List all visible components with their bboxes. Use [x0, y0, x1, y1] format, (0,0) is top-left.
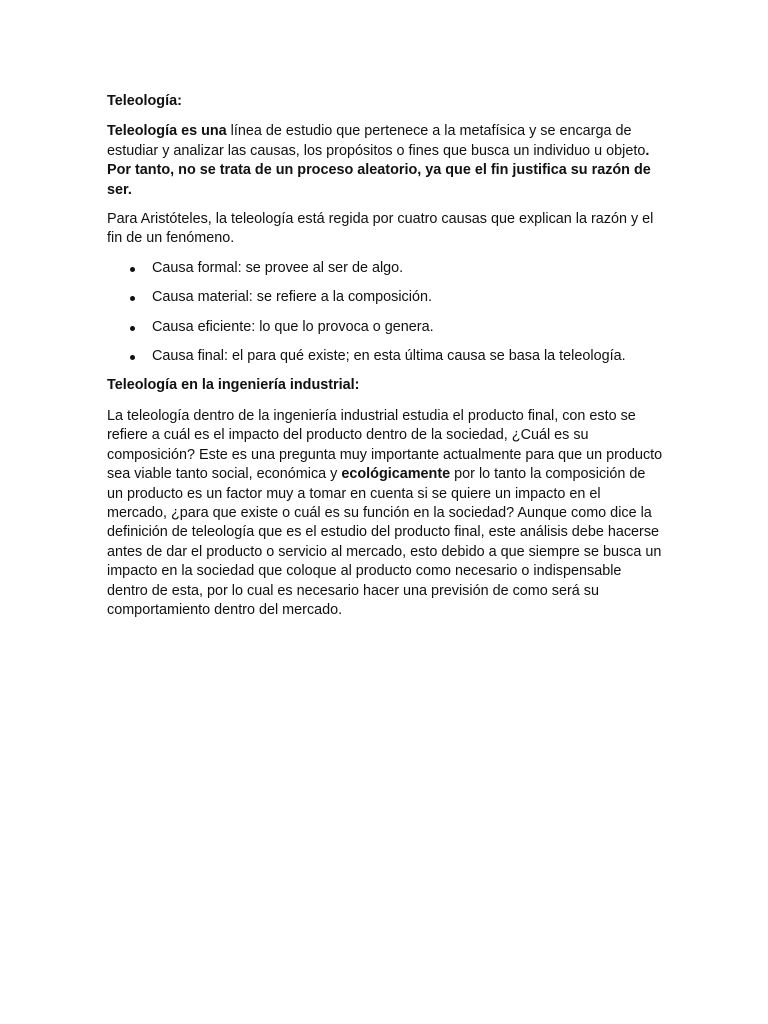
- list-item: [107, 318, 663, 337]
- list-item: [107, 347, 663, 366]
- definition-text: línea de estudio que pertenece a la metafísica y se encarga de estudiar y analizar las causas, los propósitos o fines que busca un individuo u objeto: [107, 123, 646, 159]
- definition-bold-start: Teleología es una: [107, 123, 227, 140]
- bullet-icon: [130, 355, 135, 360]
- section-heading-industrial: Teleología en la ingeniería industrial:: [107, 377, 360, 394]
- list-item-text: Causa final: el para qué existe; en esta última causa se basa la teleología.: [152, 348, 626, 365]
- causes-list: [107, 259, 663, 367]
- list-item-text: Causa eficiente: lo que lo provoca o genera.: [152, 318, 434, 335]
- list-item-text: Causa material: se refiere a la composición.: [152, 289, 432, 306]
- bullet-icon: [130, 326, 135, 331]
- bullet-icon: [130, 267, 135, 272]
- industrial-text-part2: por lo tanto la composición de un producto es un factor muy a tomar en cuenta si se quiere un impacto en el mercado, ¿para que existe o cuál es su función en la sociedad? Aunque como dice la definición de teleología que es el estudio del producto final, este análisis debe hacerse antes de dar el producto o servicio al mercado, esto debido a que siempre se busca un impacto en la sociedad que coloque al producto como necesario o indispensable dentro de esta, por lo cual es necesario hacer una previsión de como será su comportamiento dentro del mercado.: [107, 466, 662, 618]
- list-item-text: Causa formal: se provee al ser de algo.: [152, 259, 404, 276]
- bullet-icon: [130, 296, 135, 301]
- definition-bold-end: . Por tanto, no se trata de un proceso aleatorio, ya que el fin justifica su razón de ser.: [107, 142, 651, 198]
- industrial-paragraph: [107, 407, 663, 620]
- aristotle-paragraph: Para Aristóteles, la teleología está regida por cuatro causas que explican la razón y el fin de un fenómeno.: [107, 211, 654, 247]
- definition-paragraph: [107, 122, 663, 200]
- industrial-text-part1: La teleología dentro de la ingeniería industrial estudia el producto final, con esto se refiere a cuál es el impacto del producto dentro de la sociedad, ¿Cuál es su composición? Este es una pregunta muy importante actualmente para que un producto sea viable tanto social, económica y: [107, 407, 663, 483]
- list-item: [107, 288, 663, 307]
- industrial-bold-word: ecológicamente: [341, 466, 451, 483]
- document-page: [107, 92, 663, 630]
- list-item: [107, 259, 663, 278]
- section-heading-teleologia: Teleología:: [107, 93, 182, 109]
